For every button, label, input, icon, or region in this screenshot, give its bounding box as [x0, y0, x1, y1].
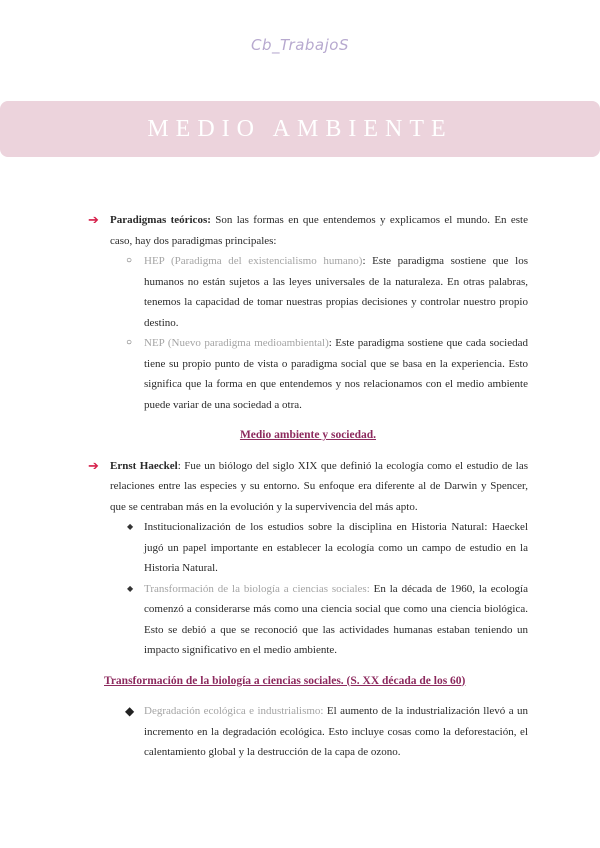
page-title: MEDIO AMBIENTE — [147, 115, 453, 142]
arrow-bullet-icon: ➔ — [88, 457, 99, 473]
list-item-hep — [88, 251, 528, 333]
section-heading: Transformación de la biología a ciencias sociales. (S. XX década de los 60) — [104, 674, 466, 687]
list-item-paradigmas — [88, 210, 528, 251]
term-label: Transformación de la biología a ciencias sociales: — [144, 582, 370, 595]
list-item-institucionalizacion — [88, 517, 528, 579]
paragraph-text: En la década de 1960, la ecología comenzó a considerarse más como una ciencia social que como una ciencia biológica. Esto se debió a que se reconoció que las actividades humanas estaban teniendo un impacto significativo en el medio ambiente. — [144, 582, 528, 656]
arrow-bullet-icon: ➔ — [88, 212, 99, 227]
term-label: Ernst Haeckel — [110, 459, 178, 472]
term-label: Paradigmas teóricos: — [110, 214, 211, 226]
document-body — [88, 210, 528, 763]
paragraph-text: : Este paradigma sostiene que cada sociedad tiene su propio punto de vista o paradigma social que se basa en la experiencia. Esto significa que la forma en que entendemos y nos relacionamos con el medio ambiente puede variar de una sociedad a otra. — [144, 337, 528, 411]
list-item-haeckel — [88, 456, 528, 518]
paragraph-text: El aumento de la industrialización llevó a un incremento en la degradación ecológica. Esto incluye cosas como la deforestación, el calentamiento global y la destrucción de la capa de ozono. — [144, 705, 528, 758]
diamond-bullet-icon: ◆ — [127, 583, 134, 593]
title-banner — [0, 101, 600, 157]
circle-bullet-icon: ○ — [126, 337, 133, 348]
paragraph-text: : Este paradigma sostiene que los humanos no están sujetos a las leyes universales de la naturaleza. En otras palabras, tenemos la capacidad de tomar nuestras propias decisiones y controlar nuestro propio destino. — [144, 255, 528, 329]
brand-watermark: Cb_TrabajoS — [251, 36, 349, 54]
term-label: HEP (Paradigma del existencialismo humano) — [144, 255, 363, 267]
list-item-transformacion — [88, 579, 528, 661]
diamond-bullet-icon: ◆ — [127, 522, 134, 531]
list-item-nep — [88, 333, 528, 415]
paragraph-text: Son las formas en que entendemos y explicamos el mundo. En este caso, hay dos paradigmas principales: — [110, 214, 528, 247]
circle-bullet-icon: ○ — [126, 255, 133, 266]
term-label: NEP (Nuevo paradigma medioambiental) — [144, 337, 329, 349]
paragraph-text: : Fue un biólogo del siglo XIX que definió la ecología como el estudio de las relaciones entre las especies y su entorno. Su enfoque era diferente al de Darwin y Spencer, que se centraban más en la evolución y la supervivencia del más apto. — [110, 459, 528, 513]
diamond-bullet-icon: ◆ — [125, 704, 135, 718]
term-label: Degradación ecológica e industrialismo: — [144, 705, 324, 717]
list-item-degradacion — [88, 701, 528, 763]
section-heading: Medio ambiente y sociedad. — [239, 429, 377, 441]
paragraph-text: Institucionalización de los estudios sobre la disciplina en Historia Natural: Haeckel jugó un papel importante en establecer la ecología como un campo de estudio en la Historia Natural. — [144, 521, 528, 574]
